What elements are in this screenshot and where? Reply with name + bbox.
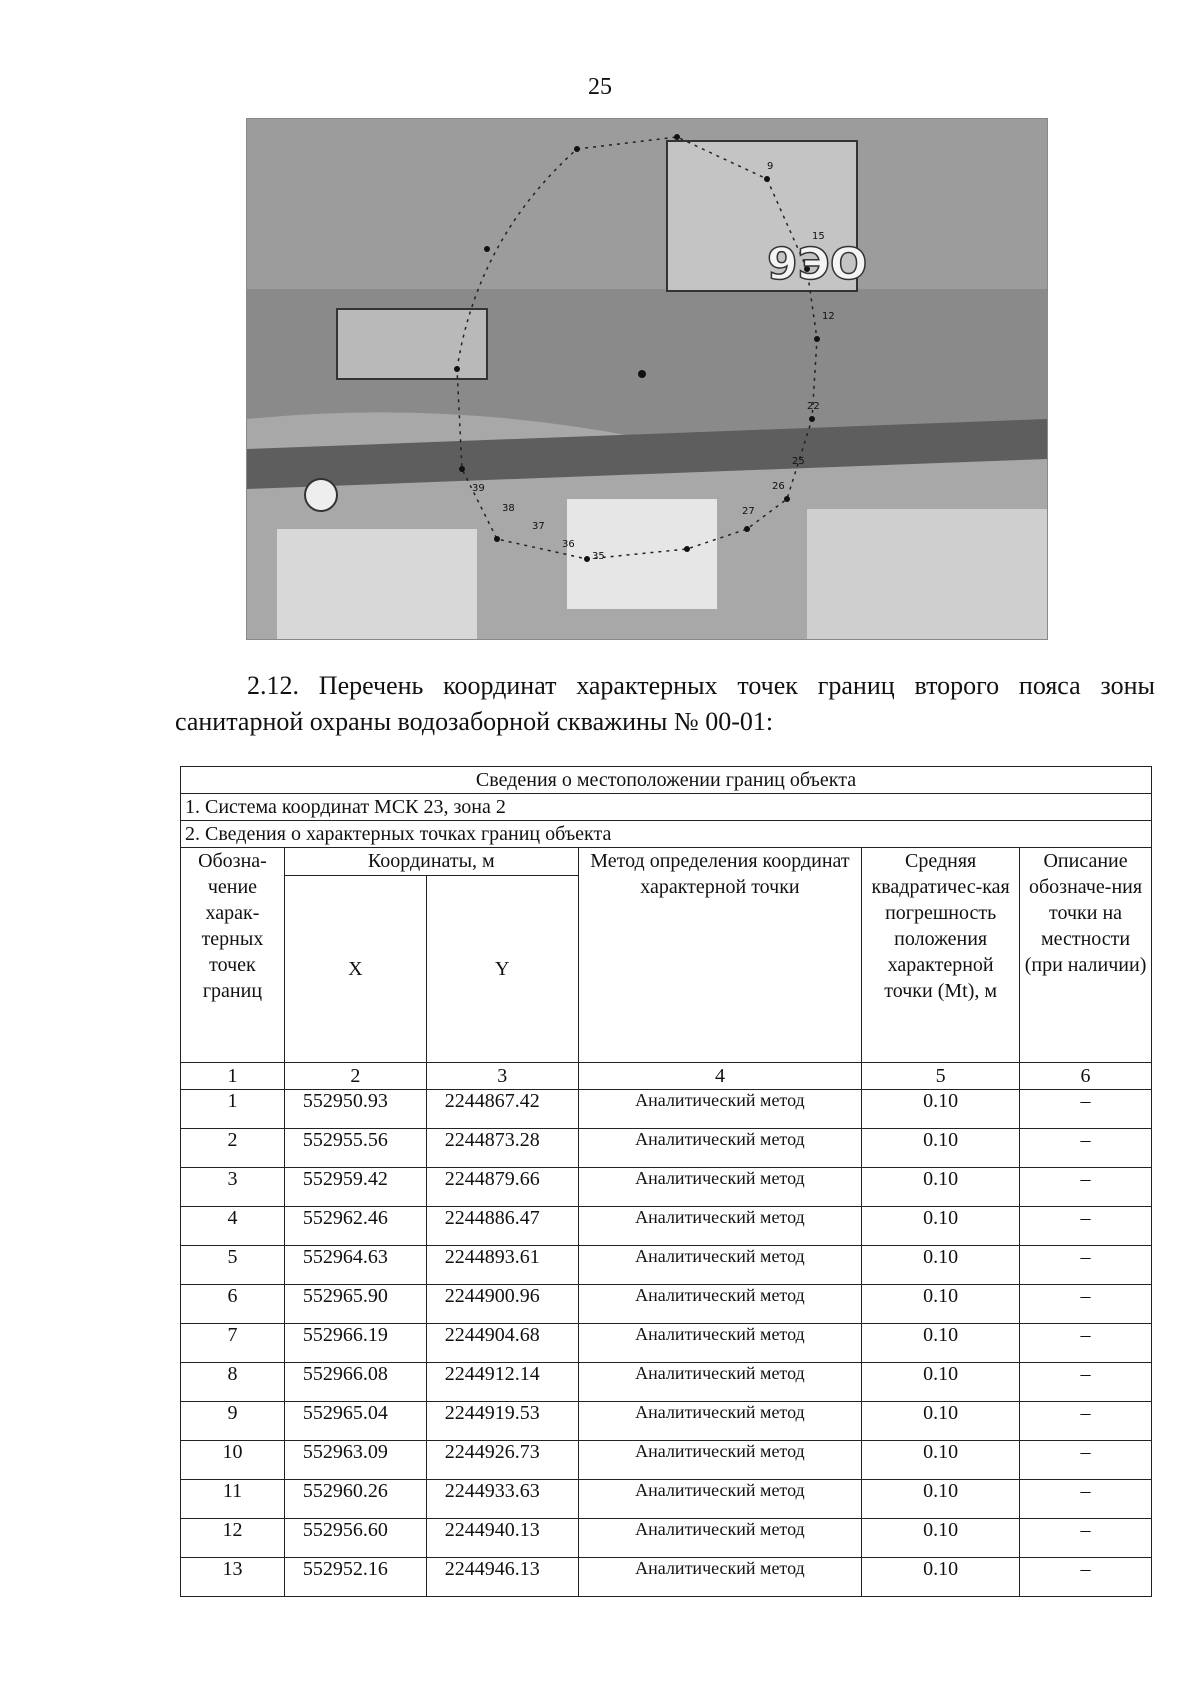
cell-y: 2244900.96 — [426, 1285, 578, 1324]
cell-y: 2244904.68 — [426, 1324, 578, 1363]
table-row — [181, 1168, 1152, 1207]
cell-method: Аналитический метод — [578, 1207, 862, 1246]
column-number: 1 — [181, 1063, 285, 1090]
cell-description: – — [1020, 1207, 1152, 1246]
cell-point-number: 8 — [181, 1363, 285, 1402]
coordinate-system: 1. Система координат МСК 23, зона 2 — [181, 794, 1152, 821]
header-method: Метод определения координат характерной точки — [578, 848, 862, 1063]
cell-description: – — [1020, 1558, 1152, 1597]
column-number: 6 — [1020, 1063, 1152, 1090]
cell-y: 2244879.66 — [426, 1168, 578, 1207]
map-label: 36 — [562, 539, 575, 550]
column-number: 5 — [862, 1063, 1020, 1090]
building-small — [337, 309, 487, 379]
cell-x: 552966.08 — [284, 1363, 426, 1402]
cell-point-number: 12 — [181, 1519, 285, 1558]
cell-x: 552955.56 — [284, 1129, 426, 1168]
cell-point-number: 5 — [181, 1246, 285, 1285]
map-label: 12 — [822, 311, 835, 322]
cell-y: 2244933.63 — [426, 1480, 578, 1519]
cell-error: 0.10 — [862, 1363, 1020, 1402]
cell-x: 552965.04 — [284, 1402, 426, 1441]
cell-y: 2244912.14 — [426, 1363, 578, 1402]
map-label: 27 — [742, 506, 755, 517]
table-title: Сведения о местоположении границ объекта — [181, 767, 1152, 794]
cell-error: 0.10 — [862, 1441, 1020, 1480]
cell-error: 0.10 — [862, 1558, 1020, 1597]
cell-error: 0.10 — [862, 1480, 1020, 1519]
cell-y: 2244867.42 — [426, 1090, 578, 1129]
section-heading: 2.12. Перечень координат характерных точек границ второго пояса зоны санитарной охраны водозаборной скважины № 00-01: — [175, 671, 1155, 736]
cell-error: 0.10 — [862, 1246, 1020, 1285]
cell-y: 2244919.53 — [426, 1402, 578, 1441]
header-y: Y — [426, 876, 578, 1063]
cell-point-number: 2 — [181, 1129, 285, 1168]
cell-description: – — [1020, 1285, 1152, 1324]
map-label: 25 — [792, 456, 805, 467]
cell-method: Аналитический метод — [578, 1090, 862, 1129]
cell-y: 2244940.13 — [426, 1519, 578, 1558]
table-row — [181, 1324, 1152, 1363]
cell-x: 552952.16 — [284, 1558, 426, 1597]
cell-error: 0.10 — [862, 1168, 1020, 1207]
cell-method: Аналитический метод — [578, 1480, 862, 1519]
table-row — [181, 1402, 1152, 1441]
cell-description: – — [1020, 1324, 1152, 1363]
table-row — [181, 1363, 1152, 1402]
header-x: X — [284, 876, 426, 1063]
cell-y: 2244873.28 — [426, 1129, 578, 1168]
map-label: 39 — [472, 483, 485, 494]
header-coordinates: Координаты, м — [284, 848, 578, 876]
cell-y: 2244886.47 — [426, 1207, 578, 1246]
cell-description: – — [1020, 1441, 1152, 1480]
cell-y: 2244893.61 — [426, 1246, 578, 1285]
column-number: 3 — [426, 1063, 578, 1090]
map-label: 38 — [502, 503, 515, 514]
cell-method: Аналитический метод — [578, 1285, 862, 1324]
table-row — [181, 1441, 1152, 1480]
cell-error: 0.10 — [862, 1324, 1020, 1363]
cell-method: Аналитический метод — [578, 1441, 862, 1480]
cell-description: – — [1020, 1480, 1152, 1519]
cell-error: 0.10 — [862, 1402, 1020, 1441]
map-drawing — [247, 119, 1047, 639]
cell-point-number: 6 — [181, 1285, 285, 1324]
cell-error: 0.10 — [862, 1090, 1020, 1129]
header-error: Средняя квадратичес-кая погрешность положения характерной точки (Mt), м — [862, 848, 1020, 1063]
cell-error: 0.10 — [862, 1519, 1020, 1558]
header-description: Описание обозначе-ния точки на местности (при наличии) — [1020, 848, 1152, 1063]
cell-description: – — [1020, 1519, 1152, 1558]
map-label: 26 — [772, 481, 785, 492]
cell-x: 552960.26 — [284, 1480, 426, 1519]
table-row — [181, 1129, 1152, 1168]
map-label: 35 — [592, 551, 605, 562]
table-row — [181, 1480, 1152, 1519]
cell-description: – — [1020, 1090, 1152, 1129]
section-caption: 2. Сведения о характерных точках границ объекта — [181, 821, 1152, 848]
cell-error: 0.10 — [862, 1285, 1020, 1324]
cell-x: 552950.93 — [284, 1090, 426, 1129]
cell-y: 2244946.13 — [426, 1558, 578, 1597]
cell-y: 2244926.73 — [426, 1441, 578, 1480]
cell-error: 0.10 — [862, 1207, 1020, 1246]
cell-x: 552964.63 — [284, 1246, 426, 1285]
cell-x: 552956.60 — [284, 1519, 426, 1558]
map-label: 9 — [767, 161, 774, 172]
cell-x: 552963.09 — [284, 1441, 426, 1480]
cell-x: 552965.90 — [284, 1285, 426, 1324]
cell-description: – — [1020, 1246, 1152, 1285]
cell-method: Аналитический метод — [578, 1558, 862, 1597]
column-numbers-row — [181, 1063, 1152, 1090]
column-number: 4 — [578, 1063, 862, 1090]
map-label: 37 — [532, 521, 545, 532]
header-designation: Обозна-чение харак-терных точек границ — [181, 848, 285, 1063]
cell-point-number: 1 — [181, 1090, 285, 1129]
cell-method: Аналитический метод — [578, 1363, 862, 1402]
cell-method: Аналитический метод — [578, 1129, 862, 1168]
cell-method: Аналитический метод — [578, 1519, 862, 1558]
cell-method: Аналитический метод — [578, 1246, 862, 1285]
cell-description: – — [1020, 1129, 1152, 1168]
satellite-map-image — [246, 118, 1048, 640]
table-row — [181, 1246, 1152, 1285]
column-number: 2 — [284, 1063, 426, 1090]
cell-x: 552966.19 — [284, 1324, 426, 1363]
cell-description: – — [1020, 1168, 1152, 1207]
page-number: 25 — [588, 74, 612, 100]
cell-point-number: 7 — [181, 1324, 285, 1363]
cell-error: 0.10 — [862, 1129, 1020, 1168]
table-row — [181, 1519, 1152, 1558]
cell-point-number: 11 — [181, 1480, 285, 1519]
map-label: 22 — [807, 401, 820, 412]
cell-point-number: 9 — [181, 1402, 285, 1441]
table-row — [181, 1207, 1152, 1246]
cell-x: 552962.46 — [284, 1207, 426, 1246]
cell-point-number: 10 — [181, 1441, 285, 1480]
cell-x: 552959.42 — [284, 1168, 426, 1207]
cell-method: Аналитический метод — [578, 1402, 862, 1441]
cell-method: Аналитический метод — [578, 1168, 862, 1207]
cell-point-number: 13 — [181, 1558, 285, 1597]
map-stamp: 9ЭО — [767, 239, 868, 290]
map-label: 15 — [812, 231, 825, 242]
coordinates-table — [180, 766, 1152, 1597]
table-row — [181, 1558, 1152, 1597]
cell-description: – — [1020, 1363, 1152, 1402]
cell-point-number: 4 — [181, 1207, 285, 1246]
cell-description: – — [1020, 1402, 1152, 1441]
cell-point-number: 3 — [181, 1168, 285, 1207]
table-row — [181, 1285, 1152, 1324]
table-row — [181, 1090, 1152, 1129]
cell-method: Аналитический метод — [578, 1324, 862, 1363]
